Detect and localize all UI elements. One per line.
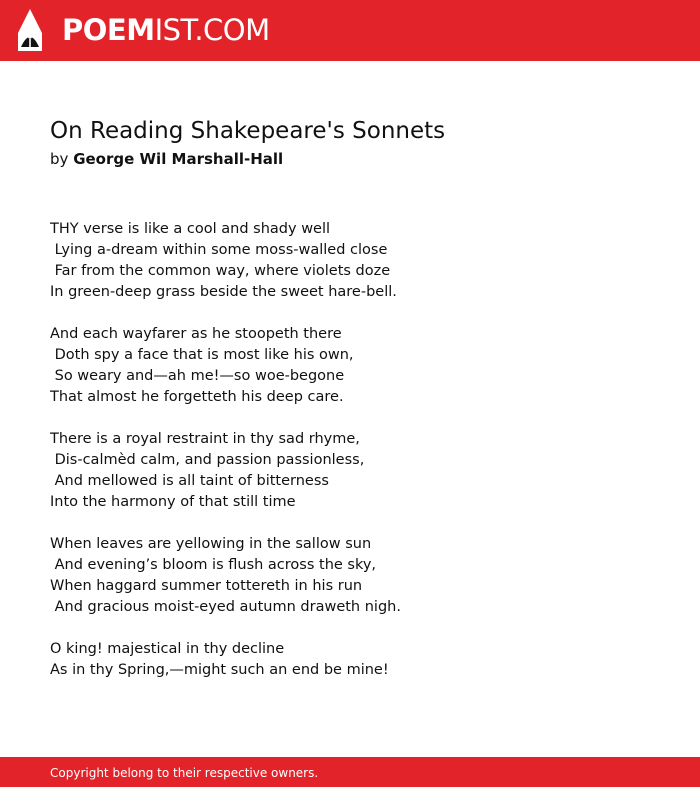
poem-line: THY verse is like a cool and shady well [50, 221, 331, 237]
poem-byline [50, 148, 283, 170]
poem-line: Doth spy a face that is most like his own, [50, 347, 354, 363]
site-logo[interactable] [62, 13, 270, 47]
poem-line: In green-deep grass beside the sweet hare-bell. [50, 284, 397, 300]
stanza [50, 534, 650, 618]
logo-brand-bold: POEM [62, 13, 155, 47]
stanza [50, 324, 650, 408]
poem-line: Lying a-dream within some moss-walled close [50, 242, 388, 258]
poem-line: And each wayfarer as he stoopeth there [50, 326, 342, 342]
poem-line: Dis-calmèd calm, and passion passionless, [50, 452, 365, 468]
poem-line: Into the harmony of that still time [50, 494, 296, 510]
poem-line: And gracious moist-eyed autumn draweth nigh. [50, 599, 401, 615]
poem-line: As in thy Spring,—might such an end be mine! [50, 662, 389, 678]
poem-line: Far from the common way, where violets doze [50, 263, 391, 279]
logo-brand-light: IST.COM [154, 13, 270, 47]
poem-line: When leaves are yellowing in the sallow sun [50, 536, 372, 552]
poem-body [50, 219, 650, 702]
poem-line: So weary and—ah me!—so woe-begone [50, 368, 345, 384]
by-label: by [50, 150, 69, 168]
poem-line: O king! majestical in thy decline [50, 641, 285, 657]
site-header [0, 0, 700, 61]
poem-line: When haggard summer tottereth in his run [50, 578, 363, 594]
poem-line: And evening’s bloom is flush across the sky, [50, 557, 377, 573]
site-footer [0, 757, 700, 787]
stanza [50, 639, 650, 681]
poem-author: George Wil Marshall-Hall [73, 150, 284, 168]
copyright-notice: Copyright belong to their respective owners. [50, 766, 319, 780]
fountain-pen-nib-icon[interactable] [18, 9, 42, 51]
poem-title: On Reading Shakepeare's Sonnets [50, 118, 446, 144]
poem-line: And mellowed is all taint of bitterness [50, 473, 329, 489]
stanza [50, 219, 650, 303]
poem-line: That almost he forgetteth his deep care. [50, 389, 344, 405]
stanza [50, 429, 650, 513]
poem-line: There is a royal restraint in thy sad rhyme, [50, 431, 360, 447]
